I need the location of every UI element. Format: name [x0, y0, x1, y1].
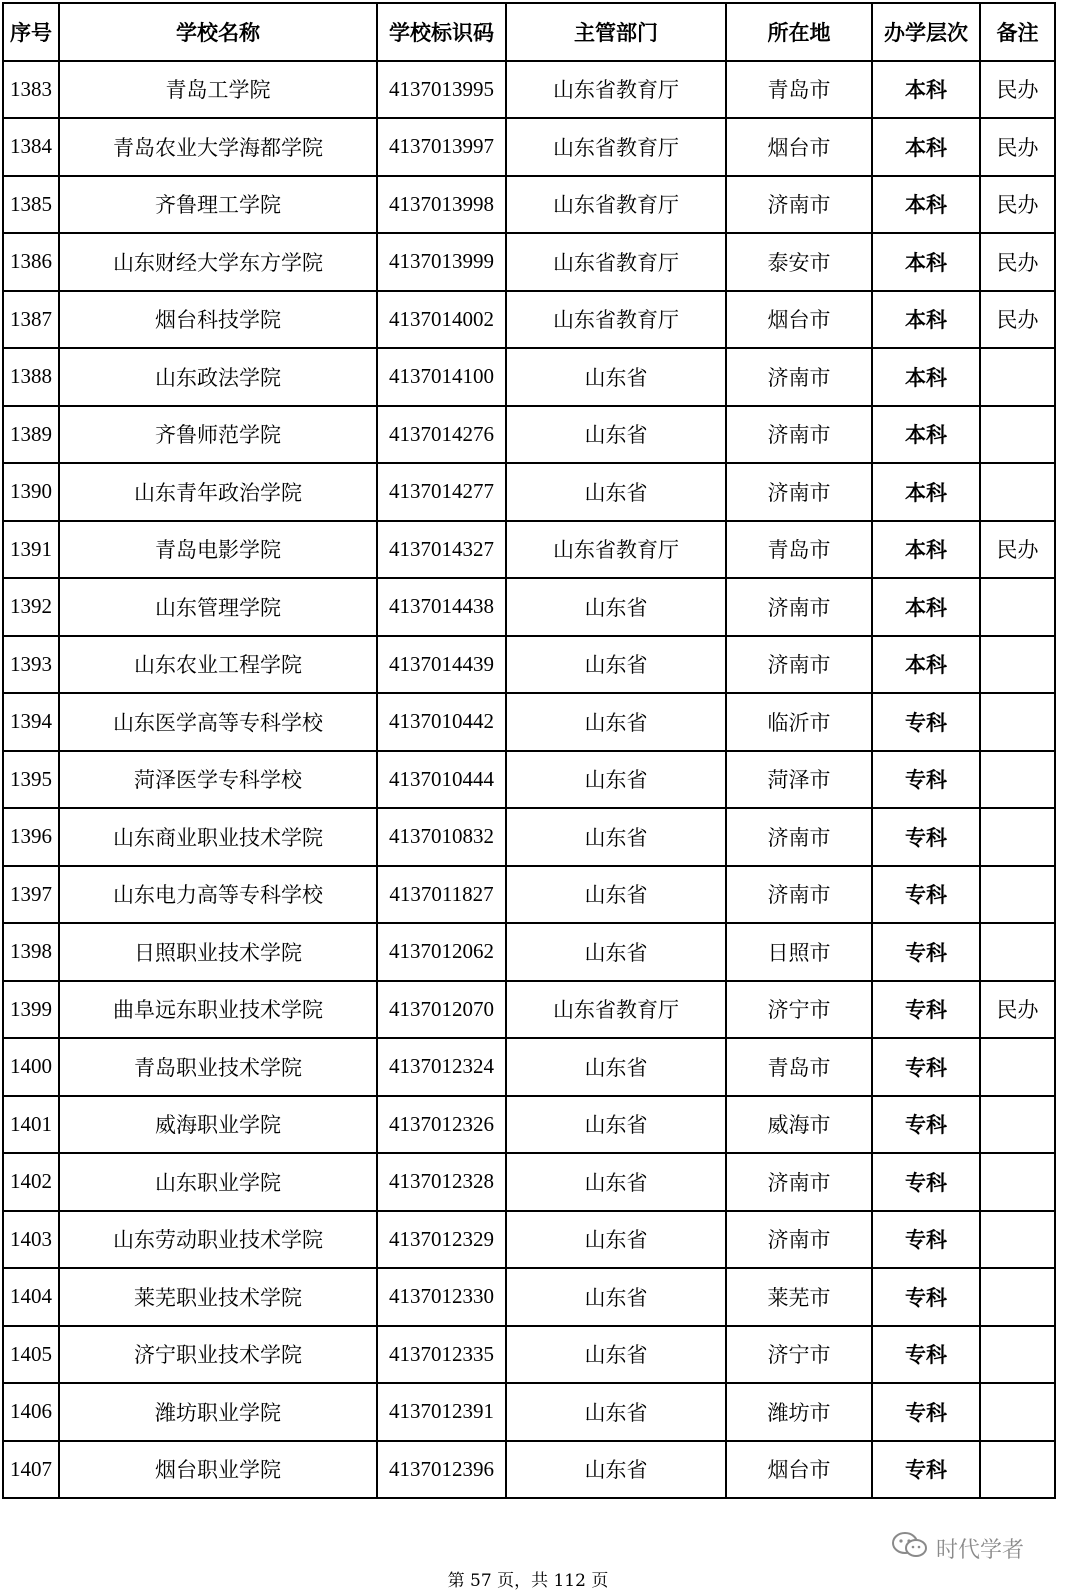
- cell-location: 济南市: [726, 636, 872, 694]
- cell-school-code: 4137012391: [377, 1383, 506, 1441]
- cell-seq: 1384: [3, 118, 59, 176]
- cell-remark: [980, 1038, 1055, 1096]
- cell-level: 本科: [872, 578, 980, 636]
- cell-remark: 民办: [980, 981, 1055, 1039]
- header-authority: 主管部门: [506, 3, 726, 61]
- cell-remark: 民办: [980, 61, 1055, 119]
- cell-level: 本科: [872, 176, 980, 234]
- cell-remark: 民办: [980, 291, 1055, 349]
- table-row: [3, 1383, 1055, 1441]
- cell-remark: 民办: [980, 233, 1055, 291]
- cell-location: 莱芜市: [726, 1268, 872, 1326]
- cell-authority: 山东省教育厅: [506, 118, 726, 176]
- cell-school-code: 4137010832: [377, 808, 506, 866]
- cell-remark: [980, 348, 1055, 406]
- cell-school-name: 山东商业职业技术学院: [59, 808, 377, 866]
- cell-school-name: 山东青年政治学院: [59, 463, 377, 521]
- cell-authority: 山东省教育厅: [506, 176, 726, 234]
- cell-school-code: 4137014327: [377, 521, 506, 579]
- cell-authority: 山东省: [506, 1096, 726, 1154]
- cell-school-name: 烟台职业学院: [59, 1441, 377, 1499]
- cell-location: 烟台市: [726, 1441, 872, 1499]
- table-row: [3, 1268, 1055, 1326]
- cell-location: 济宁市: [726, 981, 872, 1039]
- cell-remark: [980, 923, 1055, 981]
- cell-seq: 1387: [3, 291, 59, 349]
- table-row: [3, 1096, 1055, 1154]
- cell-level: 本科: [872, 463, 980, 521]
- cell-remark: [980, 636, 1055, 694]
- cell-seq: 1396: [3, 808, 59, 866]
- cell-seq: 1401: [3, 1096, 59, 1154]
- cell-location: 济南市: [726, 1153, 872, 1211]
- cell-authority: 山东省教育厅: [506, 521, 726, 579]
- cell-location: 菏泽市: [726, 751, 872, 809]
- cell-authority: 山东省教育厅: [506, 291, 726, 349]
- table-row: [3, 923, 1055, 981]
- cell-level: 本科: [872, 348, 980, 406]
- cell-level: 本科: [872, 521, 980, 579]
- cell-location: 济南市: [726, 348, 872, 406]
- cell-seq: 1392: [3, 578, 59, 636]
- cell-location: 济宁市: [726, 1326, 872, 1384]
- cell-remark: 民办: [980, 521, 1055, 579]
- cell-seq: 1394: [3, 693, 59, 751]
- cell-authority: 山东省: [506, 1038, 726, 1096]
- header-location: 所在地: [726, 3, 872, 61]
- cell-level: 本科: [872, 636, 980, 694]
- cell-seq: 1403: [3, 1211, 59, 1269]
- cell-school-name: 青岛农业大学海都学院: [59, 118, 377, 176]
- cell-authority: 山东省: [506, 1441, 726, 1499]
- cell-level: 本科: [872, 118, 980, 176]
- cell-seq: 1399: [3, 981, 59, 1039]
- cell-authority: 山东省: [506, 636, 726, 694]
- cell-seq: 1400: [3, 1038, 59, 1096]
- cell-school-code: 4137010444: [377, 751, 506, 809]
- cell-level: 专科: [872, 981, 980, 1039]
- cell-school-name: 烟台科技学院: [59, 291, 377, 349]
- cell-remark: [980, 463, 1055, 521]
- cell-authority: 山东省: [506, 1326, 726, 1384]
- cell-location: 济南市: [726, 463, 872, 521]
- cell-school-code: 4137011827: [377, 866, 506, 924]
- cell-authority: 山东省: [506, 348, 726, 406]
- cell-remark: 民办: [980, 118, 1055, 176]
- cell-authority: 山东省教育厅: [506, 233, 726, 291]
- cell-level: 专科: [872, 751, 980, 809]
- table-row: [3, 348, 1055, 406]
- cell-level: 本科: [872, 233, 980, 291]
- cell-seq: 1389: [3, 406, 59, 464]
- cell-seq: 1386: [3, 233, 59, 291]
- header-remark: 备注: [980, 3, 1055, 61]
- cell-school-code: 4137013995: [377, 61, 506, 119]
- watermark: [890, 1530, 1024, 1566]
- cell-school-name: 青岛电影学院: [59, 521, 377, 579]
- cell-seq: 1391: [3, 521, 59, 579]
- cell-authority: 山东省教育厅: [506, 61, 726, 119]
- cell-seq: 1388: [3, 348, 59, 406]
- cell-location: 烟台市: [726, 118, 872, 176]
- cell-location: 临沂市: [726, 693, 872, 751]
- cell-authority: 山东省: [506, 751, 726, 809]
- cell-seq: 1397: [3, 866, 59, 924]
- cell-remark: [980, 866, 1055, 924]
- cell-school-code: 4137014002: [377, 291, 506, 349]
- cell-school-name: 菏泽医学专科学校: [59, 751, 377, 809]
- cell-remark: [980, 1268, 1055, 1326]
- cell-level: 专科: [872, 1383, 980, 1441]
- cell-school-name: 青岛工学院: [59, 61, 377, 119]
- header-school-name: 学校名称: [59, 3, 377, 61]
- cell-seq: 1406: [3, 1383, 59, 1441]
- cell-seq: 1385: [3, 176, 59, 234]
- table-row: [3, 1326, 1055, 1384]
- cell-level: 专科: [872, 693, 980, 751]
- cell-school-name: 威海职业学院: [59, 1096, 377, 1154]
- cell-school-code: 4137012329: [377, 1211, 506, 1269]
- cell-seq: 1398: [3, 923, 59, 981]
- table-row: [3, 463, 1055, 521]
- cell-remark: [980, 578, 1055, 636]
- cell-school-code: 4137012070: [377, 981, 506, 1039]
- cell-school-code: 4137010442: [377, 693, 506, 751]
- cell-remark: 民办: [980, 176, 1055, 234]
- cell-school-name: 山东职业学院: [59, 1153, 377, 1211]
- cell-location: 潍坊市: [726, 1383, 872, 1441]
- table-row: [3, 866, 1055, 924]
- table-row: [3, 118, 1055, 176]
- cell-seq: 1393: [3, 636, 59, 694]
- table-row: [3, 233, 1055, 291]
- cell-school-code: 4137012396: [377, 1441, 506, 1499]
- cell-remark: [980, 1211, 1055, 1269]
- cell-school-name: 山东农业工程学院: [59, 636, 377, 694]
- cell-school-code: 4137013997: [377, 118, 506, 176]
- cell-school-name: 山东劳动职业技术学院: [59, 1211, 377, 1269]
- cell-seq: 1405: [3, 1326, 59, 1384]
- cell-authority: 山东省教育厅: [506, 981, 726, 1039]
- cell-authority: 山东省: [506, 1153, 726, 1211]
- cell-remark: [980, 1096, 1055, 1154]
- cell-school-code: 4137014276: [377, 406, 506, 464]
- cell-location: 青岛市: [726, 1038, 872, 1096]
- watermark-text: 时代学者: [935, 1537, 1024, 1563]
- cell-school-name: 曲阜远东职业技术学院: [59, 981, 377, 1039]
- cell-level: 专科: [872, 1153, 980, 1211]
- cell-school-name: 山东电力高等专科学校: [59, 866, 377, 924]
- cell-level: 专科: [872, 808, 980, 866]
- cell-school-code: 4137013998: [377, 176, 506, 234]
- cell-school-code: 4137012062: [377, 923, 506, 981]
- cell-level: 专科: [872, 1441, 980, 1499]
- table-row: [3, 981, 1055, 1039]
- cell-school-name: 济宁职业技术学院: [59, 1326, 377, 1384]
- cell-level: 本科: [872, 291, 980, 349]
- cell-school-code: 4137012324: [377, 1038, 506, 1096]
- cell-location: 济南市: [726, 1211, 872, 1269]
- cell-school-code: 4137012328: [377, 1153, 506, 1211]
- cell-authority: 山东省: [506, 1268, 726, 1326]
- cell-location: 青岛市: [726, 521, 872, 579]
- cell-remark: [980, 406, 1055, 464]
- cell-authority: 山东省: [506, 923, 726, 981]
- table-row: [3, 636, 1055, 694]
- table-row: [3, 808, 1055, 866]
- table-row: [3, 406, 1055, 464]
- cell-seq: 1404: [3, 1268, 59, 1326]
- cell-seq: 1383: [3, 61, 59, 119]
- cell-authority: 山东省: [506, 1383, 726, 1441]
- table-row: [3, 693, 1055, 751]
- cell-school-name: 山东财经大学东方学院: [59, 233, 377, 291]
- cell-level: 专科: [872, 1096, 980, 1154]
- cell-school-name: 青岛职业技术学院: [59, 1038, 377, 1096]
- header-level: 办学层次: [872, 3, 980, 61]
- cell-level: 专科: [872, 1038, 980, 1096]
- cell-location: 泰安市: [726, 233, 872, 291]
- cell-level: 本科: [872, 61, 980, 119]
- table-row: [3, 578, 1055, 636]
- cell-location: 青岛市: [726, 61, 872, 119]
- cell-level: 专科: [872, 923, 980, 981]
- cell-level: 专科: [872, 1211, 980, 1269]
- cell-school-code: 4137014277: [377, 463, 506, 521]
- cell-seq: 1395: [3, 751, 59, 809]
- cell-location: 济南市: [726, 406, 872, 464]
- cell-level: 专科: [872, 1268, 980, 1326]
- page-footer: 第 57 页，共 112 页: [447, 1571, 609, 1591]
- cell-authority: 山东省: [506, 406, 726, 464]
- cell-authority: 山东省: [506, 463, 726, 521]
- schools-table: [2, 2, 1056, 1499]
- header-seq: 序号: [3, 3, 59, 61]
- cell-level: 专科: [872, 866, 980, 924]
- cell-school-code: 4137014439: [377, 636, 506, 694]
- cell-seq: 1402: [3, 1153, 59, 1211]
- table-row: [3, 1153, 1055, 1211]
- cell-school-name: 齐鲁师范学院: [59, 406, 377, 464]
- cell-school-name: 山东管理学院: [59, 578, 377, 636]
- cell-school-code: 4137013999: [377, 233, 506, 291]
- cell-school-name: 潍坊职业学院: [59, 1383, 377, 1441]
- cell-remark: [980, 1383, 1055, 1441]
- cell-remark: [980, 1153, 1055, 1211]
- cell-school-name: 山东政法学院: [59, 348, 377, 406]
- cell-location: 济南市: [726, 866, 872, 924]
- cell-remark: [980, 751, 1055, 809]
- cell-school-code: 4137014438: [377, 578, 506, 636]
- cell-school-code: 4137012335: [377, 1326, 506, 1384]
- cell-authority: 山东省: [506, 578, 726, 636]
- header-school-code: 学校标识码: [377, 3, 506, 61]
- cell-remark: [980, 1441, 1055, 1499]
- table-row: [3, 291, 1055, 349]
- cell-location: 日照市: [726, 923, 872, 981]
- cell-school-code: 4137014100: [377, 348, 506, 406]
- cell-remark: [980, 693, 1055, 751]
- table-row: [3, 521, 1055, 579]
- cell-school-code: 4137012330: [377, 1268, 506, 1326]
- cell-location: 烟台市: [726, 291, 872, 349]
- cell-location: 威海市: [726, 1096, 872, 1154]
- cell-location: 济南市: [726, 578, 872, 636]
- table-row: [3, 751, 1055, 809]
- cell-school-name: 莱芜职业技术学院: [59, 1268, 377, 1326]
- table-header-row: [3, 3, 1055, 61]
- table-row: [3, 1441, 1055, 1499]
- cell-level: 专科: [872, 1326, 980, 1384]
- table-row: [3, 176, 1055, 234]
- cell-school-name: 山东医学高等专科学校: [59, 693, 377, 751]
- cell-authority: 山东省: [506, 866, 726, 924]
- cell-authority: 山东省: [506, 1211, 726, 1269]
- table-row: [3, 1038, 1055, 1096]
- cell-school-name: 日照职业技术学院: [59, 923, 377, 981]
- cell-remark: [980, 808, 1055, 866]
- cell-location: 济南市: [726, 808, 872, 866]
- cell-authority: 山东省: [506, 693, 726, 751]
- cell-authority: 山东省: [506, 808, 726, 866]
- cell-level: 本科: [872, 406, 980, 464]
- cell-remark: [980, 1326, 1055, 1384]
- cell-location: 济南市: [726, 176, 872, 234]
- table-row: [3, 61, 1055, 119]
- wechat-icon: [890, 1530, 930, 1566]
- table-row: [3, 1211, 1055, 1269]
- cell-school-name: 齐鲁理工学院: [59, 176, 377, 234]
- cell-school-code: 4137012326: [377, 1096, 506, 1154]
- cell-seq: 1390: [3, 463, 59, 521]
- cell-seq: 1407: [3, 1441, 59, 1499]
